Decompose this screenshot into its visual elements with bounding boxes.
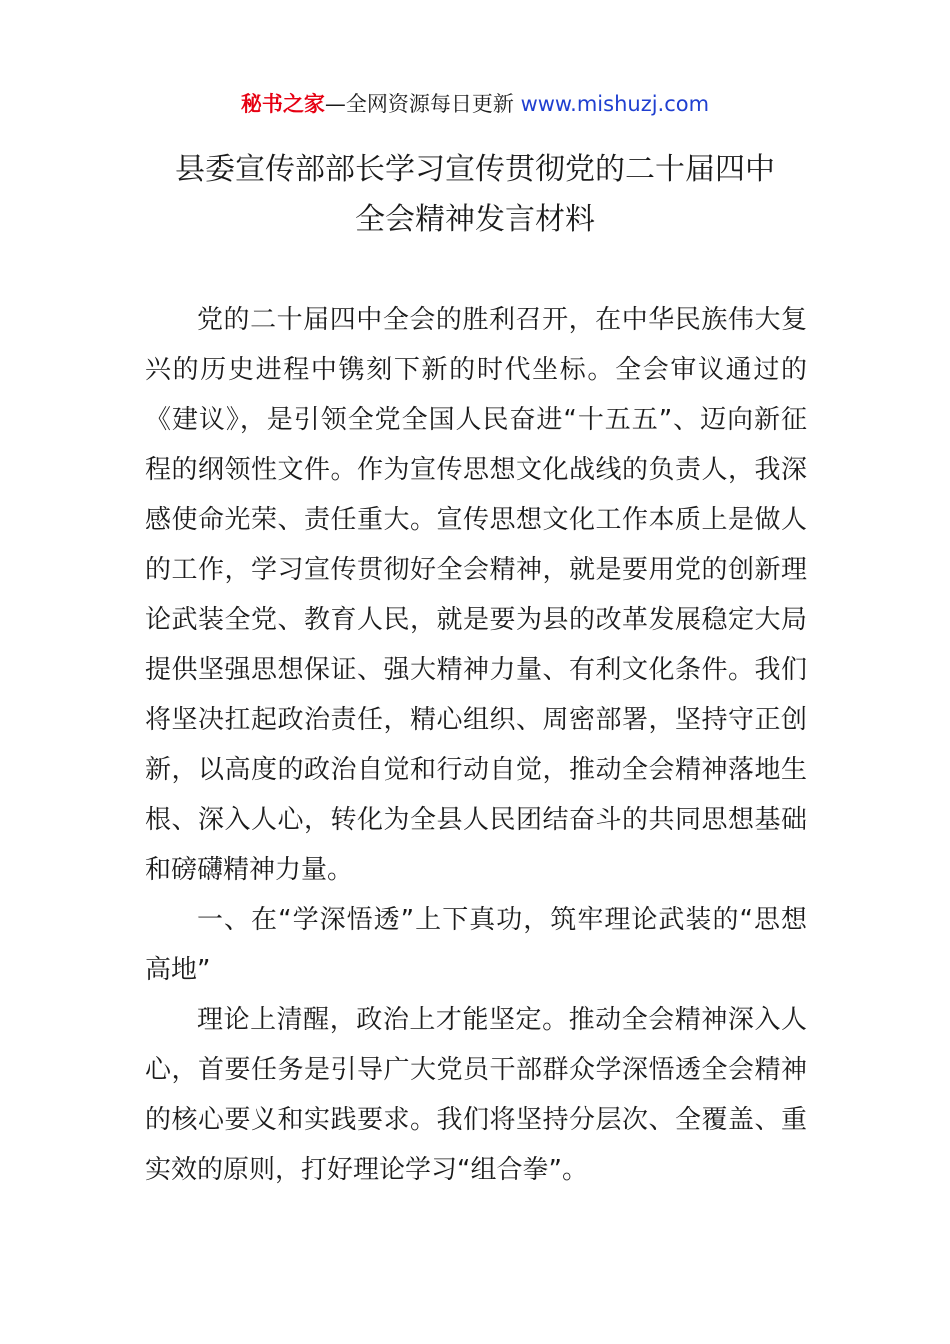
intro-paragraph: 党的二十届四中全会的胜利召开，在中华民族伟大复兴的历史进程中镌刻下新的时代坐标。全会审议通过的《建议》，是引领全党全国人民奋进“十五五”、迈向新征程的纲领性文件。作为宣传思想文化战线的负责人，我深感使命光荣、责任重大。宣传思想文化工作本质上是做人的工作，学习宣传贯彻好全会精神，就是要用党的创新理论武装全党、教育人民，就是要为县的改革发展稳定大局提供坚强思想保证、强大精神力量、有利文化条件。我们将坚决扛起政治责任，精心组织、周密部署，坚持守正创新，以高度的政治自觉和行动自觉，推动全会精神落地生根、深入人心，转化为全县人民团结奋斗的共同思想基础和磅礴精神力量。 bbox=[145, 305, 807, 885]
section-paragraph-1: 理论上清醒，政治上才能坚定。推动全会精神深入人心，首要任务是引导广大党员干部群众学深悟透全会精神的核心要义和实践要求。我们将坚持分层次、全覆盖、重实效的原则，打好理论学习“组合拳”。 bbox=[145, 1005, 807, 1185]
header-tagline: —全网资源每日更新 bbox=[324, 92, 521, 116]
brand-name: 秘书之家 bbox=[240, 92, 325, 116]
site-header bbox=[0, 88, 950, 120]
document-title bbox=[0, 145, 950, 245]
title-line-2: 全会精神发言材料 bbox=[355, 202, 595, 237]
section-heading-1: 一、在“学深悟透”上下真功，筑牢理论武装的“思想高地” bbox=[145, 905, 807, 985]
site-url-link[interactable]: www.mishuzj.com bbox=[520, 92, 710, 116]
title-line-1: 县委宣传部部长学习宣传贯彻党的二十届四中 bbox=[175, 152, 775, 187]
document-body bbox=[145, 295, 807, 1195]
